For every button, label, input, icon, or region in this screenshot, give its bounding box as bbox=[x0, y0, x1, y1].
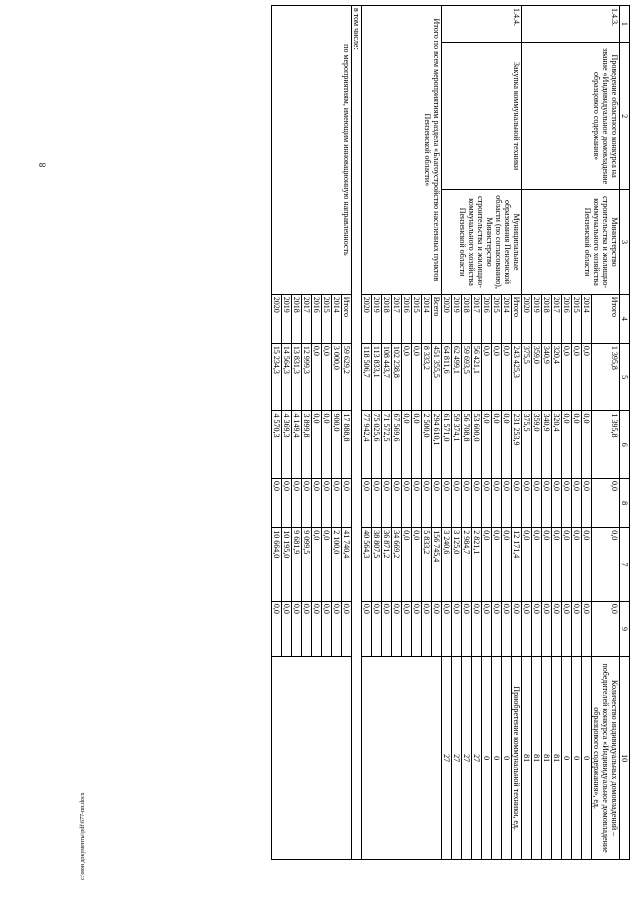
value-cell: 75 025,6 bbox=[372, 411, 382, 479]
value-cell: 3 899,8 bbox=[302, 411, 312, 479]
period-cell: 2018 bbox=[462, 294, 472, 343]
value-cell: 4 570,3 bbox=[272, 411, 282, 479]
value-cell: 1 395,8 bbox=[592, 343, 620, 411]
value-cell: 62 499,1 bbox=[452, 343, 462, 411]
value-cell: 0,0 bbox=[392, 601, 402, 656]
indicator-value: 81 bbox=[532, 657, 542, 860]
indicator-value: 81 bbox=[542, 657, 552, 860]
value-cell: 359,0 bbox=[532, 343, 542, 411]
value-cell: 59 629,2 bbox=[342, 343, 352, 411]
value-cell: 9 681,9 bbox=[292, 528, 302, 602]
value-cell: 0,0 bbox=[382, 479, 392, 528]
value-cell: 0,0 bbox=[412, 411, 422, 479]
value-cell: 1 395,8 bbox=[592, 411, 620, 479]
value-cell: 0,0 bbox=[312, 479, 322, 528]
value-cell: 2 984,7 bbox=[462, 528, 472, 602]
value-cell: 0,0 bbox=[272, 479, 282, 528]
value-cell: 0,0 bbox=[532, 479, 542, 528]
value-cell: 0,0 bbox=[542, 479, 552, 528]
value-cell: 0,0 bbox=[562, 411, 572, 479]
value-cell: 71 572,5 bbox=[382, 411, 392, 479]
value-cell: 0,0 bbox=[512, 479, 522, 528]
value-cell: 56 421,1 bbox=[472, 343, 482, 411]
value-cell: 0,0 bbox=[312, 528, 322, 602]
value-cell: 5 833,2 bbox=[422, 528, 432, 602]
value-cell: 0,0 bbox=[282, 479, 292, 528]
value-cell: 0,0 bbox=[542, 528, 552, 602]
value-cell: 0,0 bbox=[482, 343, 492, 411]
value-cell: 13 831,3 bbox=[292, 343, 302, 411]
rotated-table-container bbox=[70, 5, 630, 860]
section-executor: Муниципальные образования Пензенской области (по согласованию), Министерство строительства и жилищно-коммунального хозяйства Пензенской области bbox=[442, 190, 522, 294]
value-cell: 0,0 bbox=[572, 343, 582, 411]
value-cell: 0,0 bbox=[322, 479, 332, 528]
value-cell: 2 500,0 bbox=[422, 411, 432, 479]
value-cell: 0,0 bbox=[382, 601, 392, 656]
value-cell: 900,0 bbox=[332, 411, 342, 479]
value-cell: 0,0 bbox=[322, 528, 332, 602]
period-cell: 2016 bbox=[482, 294, 492, 343]
value-cell: 0,0 bbox=[402, 343, 412, 411]
indicator-value: 0 bbox=[572, 657, 582, 860]
indicator-text: Приобретение коммунальной техники, ед. bbox=[512, 657, 522, 860]
indicator-value: 27 bbox=[442, 657, 452, 860]
value-cell: 0,0 bbox=[472, 479, 482, 528]
header-cell: 5 bbox=[620, 343, 630, 411]
value-cell: 294 610,1 bbox=[432, 411, 442, 479]
empty-cell bbox=[272, 657, 352, 860]
value-cell: 0,0 bbox=[522, 601, 532, 656]
value-cell: 0,0 bbox=[492, 601, 502, 656]
section-number: 1.4.3. bbox=[522, 6, 620, 43]
value-cell: 0,0 bbox=[552, 479, 562, 528]
value-cell: 2 821,1 bbox=[472, 528, 482, 602]
indicator-value: 27 bbox=[472, 657, 482, 860]
period-cell: 2019 bbox=[452, 294, 462, 343]
footer-path: c:\мои документы\pdf\677-пп.docx bbox=[80, 792, 86, 880]
period-cell: 2017 bbox=[392, 294, 402, 343]
value-cell: 61 571,0 bbox=[442, 411, 452, 479]
indicator-value: 0 bbox=[482, 657, 492, 860]
period-cell: 2018 bbox=[542, 294, 552, 343]
value-cell: 0,0 bbox=[522, 479, 532, 528]
value-cell: 0,0 bbox=[492, 528, 502, 602]
period-cell: 2015 bbox=[322, 294, 332, 343]
empty-cell bbox=[362, 657, 442, 860]
indicator-value: 0 bbox=[492, 657, 502, 860]
value-cell: 36 871,2 bbox=[382, 528, 392, 602]
value-cell: 0,0 bbox=[502, 343, 512, 411]
period-cell: 2015 bbox=[492, 294, 502, 343]
value-cell: 243 425,3 bbox=[512, 343, 522, 411]
indicator-text: Количество индивидуальных домовладений – победителей конкурса «Индивидуальное домовладение образцового содержания», ед. bbox=[592, 657, 620, 860]
value-cell: 53 600,0 bbox=[472, 411, 482, 479]
value-cell: 0,0 bbox=[562, 343, 572, 411]
value-cell: 64 811,6 bbox=[442, 343, 452, 411]
value-cell: 0,0 bbox=[322, 411, 332, 479]
value-cell: 0,0 bbox=[302, 601, 312, 656]
table-body bbox=[272, 6, 620, 860]
period-cell: 2018 bbox=[292, 294, 302, 343]
value-cell: 0,0 bbox=[372, 601, 382, 656]
value-cell: 156 745,4 bbox=[432, 528, 442, 602]
value-cell: 4 369,3 bbox=[282, 411, 292, 479]
period-cell: 2018 bbox=[382, 294, 392, 343]
table-row bbox=[592, 6, 620, 860]
section-name: Закупка коммунальной техники bbox=[442, 42, 522, 189]
table-row bbox=[512, 6, 522, 860]
value-cell: 34 669,2 bbox=[392, 528, 402, 602]
value-cell: 0,0 bbox=[562, 601, 572, 656]
page-number: 8 bbox=[37, 162, 48, 168]
value-cell: 0,0 bbox=[532, 528, 542, 602]
header-row bbox=[620, 6, 630, 860]
value-cell: 0,0 bbox=[582, 528, 592, 602]
value-cell: 12 999,3 bbox=[302, 343, 312, 411]
value-cell: 0,0 bbox=[582, 343, 592, 411]
value-cell: 359,0 bbox=[532, 411, 542, 479]
period-cell: 2014 bbox=[332, 294, 342, 343]
value-cell: 0,0 bbox=[512, 601, 522, 656]
value-cell: 2 100,0 bbox=[332, 528, 342, 602]
value-cell: 375,5 bbox=[522, 411, 532, 479]
period-cell: 2015 bbox=[572, 294, 582, 343]
indicator-value: 0 bbox=[562, 657, 572, 860]
value-cell: 0,0 bbox=[392, 479, 402, 528]
value-cell: 0,0 bbox=[472, 601, 482, 656]
value-cell: 0,0 bbox=[402, 528, 412, 602]
value-cell: 0,0 bbox=[292, 601, 302, 656]
period-cell: 2016 bbox=[402, 294, 412, 343]
value-cell: 67 569,6 bbox=[392, 411, 402, 479]
value-cell: 0,0 bbox=[482, 601, 492, 656]
value-cell: 0,0 bbox=[522, 528, 532, 602]
value-cell: 56 708,8 bbox=[462, 411, 472, 479]
value-cell: 0,0 bbox=[332, 601, 342, 656]
value-cell: 17 888,8 bbox=[342, 411, 352, 479]
period-cell: 2020 bbox=[522, 294, 532, 343]
value-cell: 0,0 bbox=[452, 601, 462, 656]
value-cell: 0,0 bbox=[462, 479, 472, 528]
period-cell: Итого bbox=[512, 294, 522, 343]
value-cell: 0,0 bbox=[562, 479, 572, 528]
period-cell: 2017 bbox=[302, 294, 312, 343]
total-name: Итого по всем мероприятиям раздела «Благоустройство населенных пунктов Пензенской области» bbox=[362, 6, 442, 295]
indicator-value: 81 bbox=[552, 657, 562, 860]
value-cell: 0,0 bbox=[562, 528, 572, 602]
value-cell: 0,0 bbox=[312, 343, 322, 411]
value-cell: 0,0 bbox=[502, 479, 512, 528]
header-cell: 8 bbox=[620, 479, 630, 528]
section-executor: Министерство строительства и жилищно-коммунального хозяйства Пензенской области bbox=[522, 190, 620, 294]
value-cell: 0,0 bbox=[422, 601, 432, 656]
value-cell: 451 355,5 bbox=[432, 343, 442, 411]
value-cell: 231 253,9 bbox=[512, 411, 522, 479]
value-cell: 108 443,7 bbox=[382, 343, 392, 411]
value-cell: 0,0 bbox=[582, 411, 592, 479]
period-cell: 2020 bbox=[362, 294, 372, 343]
header-cell: 7 bbox=[620, 528, 630, 602]
value-cell: 3 240,6 bbox=[442, 528, 452, 602]
value-cell: 0,0 bbox=[412, 601, 422, 656]
value-cell: 10 195,0 bbox=[282, 528, 292, 602]
value-cell: 8 333,2 bbox=[422, 343, 432, 411]
value-cell: 0,0 bbox=[452, 479, 462, 528]
value-cell: 0,0 bbox=[432, 601, 442, 656]
period-cell: Итого bbox=[342, 294, 352, 343]
value-cell: 41 740,4 bbox=[342, 528, 352, 602]
value-cell: 0,0 bbox=[502, 528, 512, 602]
value-cell: 0,0 bbox=[372, 479, 382, 528]
value-cell: 15 234,3 bbox=[272, 343, 282, 411]
value-cell: 0,0 bbox=[322, 343, 332, 411]
value-cell: 14 564,3 bbox=[282, 343, 292, 411]
value-cell: 0,0 bbox=[302, 479, 312, 528]
value-cell: 0,0 bbox=[362, 479, 372, 528]
value-cell: 0,0 bbox=[342, 601, 352, 656]
value-cell: 0,0 bbox=[502, 411, 512, 479]
period-cell: 2016 bbox=[562, 294, 572, 343]
value-cell: 3 000,0 bbox=[332, 343, 342, 411]
value-cell: 9 099,5 bbox=[302, 528, 312, 602]
value-cell: 3 125,0 bbox=[452, 528, 462, 602]
indicator-value: 0 bbox=[502, 657, 512, 860]
value-cell: 0,0 bbox=[552, 528, 562, 602]
value-cell: 10 664,0 bbox=[272, 528, 282, 602]
value-cell: 0,0 bbox=[272, 601, 282, 656]
value-cell: 0,0 bbox=[492, 479, 502, 528]
period-cell: 2017 bbox=[552, 294, 562, 343]
value-cell: 0,0 bbox=[422, 479, 432, 528]
value-cell: 0,0 bbox=[402, 479, 412, 528]
value-cell: 0,0 bbox=[572, 479, 582, 528]
section-name: Проведение областного конкурса на звание «Индивидуальное домовладение образцового содержания» bbox=[522, 42, 620, 189]
value-cell: 59 374,1 bbox=[452, 411, 462, 479]
value-cell: 0,0 bbox=[342, 479, 352, 528]
value-cell: 12 171,4 bbox=[512, 528, 522, 602]
value-cell: 0,0 bbox=[542, 601, 552, 656]
table-row bbox=[432, 6, 442, 860]
header-cell: 2 bbox=[620, 42, 630, 189]
value-cell: 77 942,4 bbox=[362, 411, 372, 479]
value-cell: 0,0 bbox=[552, 601, 562, 656]
value-cell: 0,0 bbox=[312, 601, 322, 656]
period-cell: 2014 bbox=[582, 294, 592, 343]
value-cell: 0,0 bbox=[572, 528, 582, 602]
value-cell: 0,0 bbox=[462, 601, 472, 656]
value-cell: 0,0 bbox=[402, 601, 412, 656]
period-cell: 2019 bbox=[282, 294, 292, 343]
period-cell: 2015 bbox=[412, 294, 422, 343]
value-cell: 0,0 bbox=[412, 343, 422, 411]
value-cell: 4 149,4 bbox=[292, 411, 302, 479]
value-cell: 0,0 bbox=[502, 601, 512, 656]
value-cell: 0,0 bbox=[492, 343, 502, 411]
value-cell: 320,4 bbox=[552, 411, 562, 479]
value-cell: 0,0 bbox=[592, 479, 620, 528]
value-cell: 0,0 bbox=[442, 479, 452, 528]
value-cell: 340,9 bbox=[542, 343, 552, 411]
value-cell: 0,0 bbox=[582, 479, 592, 528]
period-cell: 2017 bbox=[472, 294, 482, 343]
value-cell: 0,0 bbox=[492, 411, 502, 479]
value-cell: 0,0 bbox=[532, 601, 542, 656]
incl-label: в том числе: bbox=[352, 6, 362, 860]
value-cell: 0,0 bbox=[332, 479, 342, 528]
value-cell: 0,0 bbox=[482, 528, 492, 602]
period-cell: 2019 bbox=[532, 294, 542, 343]
header-cell: 4 bbox=[620, 294, 630, 343]
header-cell: 10 bbox=[620, 657, 630, 860]
innov-name: по мероприятиям, имеющим инновационную направленность bbox=[272, 6, 352, 295]
period-cell: Итого bbox=[592, 294, 620, 343]
value-cell: 340,9 bbox=[542, 411, 552, 479]
value-cell: 320,4 bbox=[552, 343, 562, 411]
value-cell: 0,0 bbox=[412, 528, 422, 602]
value-cell: 0,0 bbox=[322, 601, 332, 656]
value-cell: 0,0 bbox=[282, 601, 292, 656]
header-cell: 1 bbox=[620, 6, 630, 43]
value-cell: 0,0 bbox=[412, 479, 422, 528]
section-number: 1.4.4. bbox=[442, 6, 522, 43]
value-cell: 0,0 bbox=[572, 601, 582, 656]
period-cell: Всего bbox=[432, 294, 442, 343]
budget-table bbox=[271, 5, 630, 860]
value-cell: 375,5 bbox=[522, 343, 532, 411]
value-cell: 0,0 bbox=[292, 479, 302, 528]
value-cell: 0,0 bbox=[572, 411, 582, 479]
value-cell: 0,0 bbox=[312, 411, 322, 479]
value-cell: 0,0 bbox=[582, 601, 592, 656]
header-cell: 9 bbox=[620, 601, 630, 656]
value-cell: 0,0 bbox=[592, 528, 620, 602]
value-cell: 118 506,7 bbox=[362, 343, 372, 411]
value-cell: 0,0 bbox=[442, 601, 452, 656]
value-cell: 38 807,5 bbox=[372, 528, 382, 602]
indicator-value: 27 bbox=[452, 657, 462, 860]
period-cell: 2014 bbox=[502, 294, 512, 343]
header-cell: 6 bbox=[620, 411, 630, 479]
value-cell: 0,0 bbox=[402, 411, 412, 479]
value-cell: 0,0 bbox=[432, 479, 442, 528]
period-cell: 2019 bbox=[372, 294, 382, 343]
value-cell: 40 564,3 bbox=[362, 528, 372, 602]
indicator-value: 0 bbox=[582, 657, 592, 860]
value-cell: 0,0 bbox=[482, 479, 492, 528]
header-cell: 3 bbox=[620, 190, 630, 294]
period-cell: 2020 bbox=[442, 294, 452, 343]
table-row bbox=[342, 6, 352, 860]
value-cell: 102 238,8 bbox=[392, 343, 402, 411]
value-cell: 113 833,1 bbox=[372, 343, 382, 411]
period-cell: 2020 bbox=[272, 294, 282, 343]
indicator-value: 27 bbox=[462, 657, 472, 860]
table-row bbox=[352, 6, 362, 860]
period-cell: 2014 bbox=[422, 294, 432, 343]
indicator-value: 81 bbox=[522, 657, 532, 860]
value-cell: 0,0 bbox=[482, 411, 492, 479]
value-cell: 0,0 bbox=[362, 601, 372, 656]
value-cell: 59 693,5 bbox=[462, 343, 472, 411]
value-cell: 0,0 bbox=[592, 601, 620, 656]
period-cell: 2016 bbox=[312, 294, 322, 343]
